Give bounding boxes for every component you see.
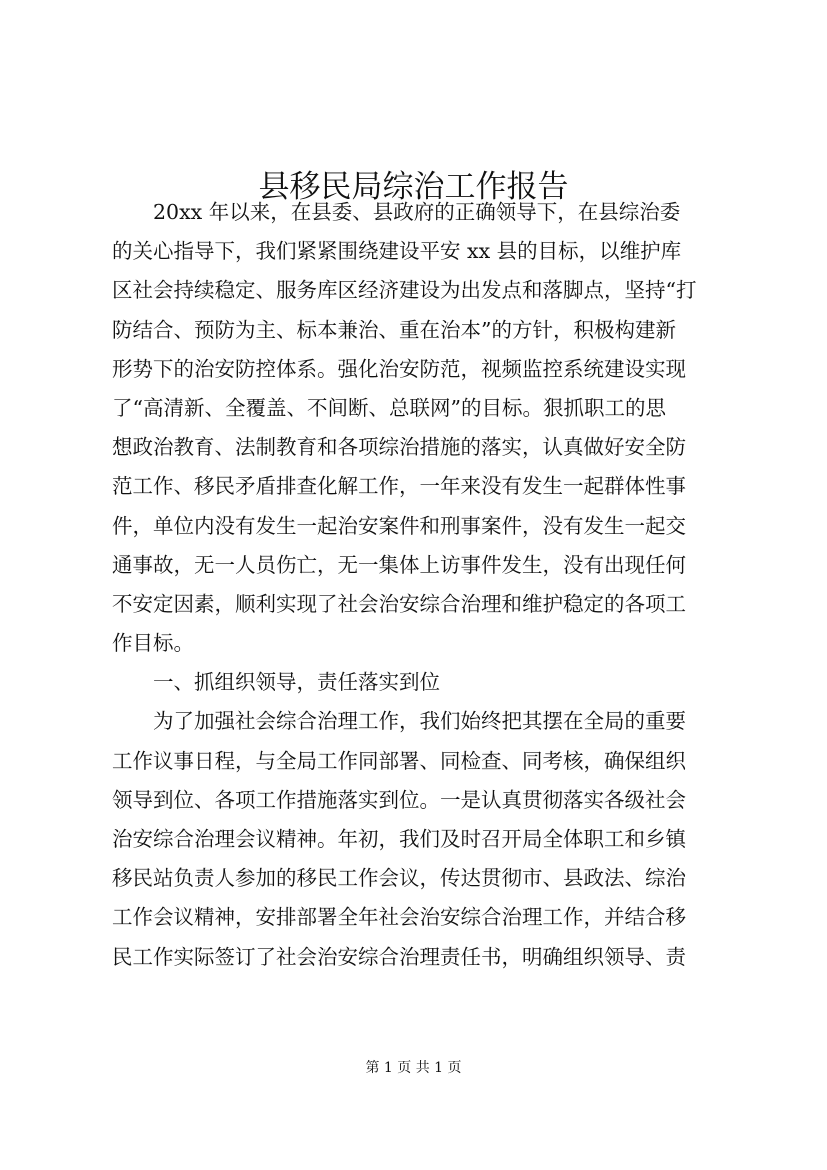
body-line: 民工作实际签订了社会治安综合治理责任书，明确组织领导、责 <box>112 944 686 969</box>
body-line: 工作议事日程，与全局工作同部署、同检查、同考核，确保组织 <box>112 748 686 773</box>
document-title: 县移民局综治工作报告 <box>258 168 569 205</box>
body-line: 领导到位、各项工作措施落实到位。一是认真贯彻落实各级社会 <box>112 787 686 812</box>
body-line: 的关心指导下，我们紧紧围绕建设平安 xx 县的目标，以维护库 <box>112 239 682 264</box>
body-line: 工作会议精神，安排部署全年社会治安综合治理工作，并结合移 <box>112 905 686 930</box>
document-body <box>112 193 716 977</box>
body-line: 20xx 年以来，在县委、县政府的正确领导下，在县综治委 <box>153 200 681 224</box>
section-heading: 一、抓组织领导，责任落实到位 <box>153 670 440 695</box>
body-line: 想政治教育、法制教育和各项综治措施的落实，认真做好安全防 <box>112 435 686 460</box>
body-line: 件，单位内没有发生一起治安案件和刑事案件，没有发生一起交 <box>112 513 686 538</box>
body-line: 了“高清新、全覆盖、不间断、总联网”的目标。狠抓职工的思 <box>112 395 666 420</box>
body-line: 区社会持续稳定、服务库区经济建设为出发点和落脚点，坚持“打 <box>112 278 697 303</box>
page-number: 第 1 页 共 1 页 <box>365 1060 462 1076</box>
body-line: 通事故，无一人员伤亡，无一集体上访事件发生，没有出现任何 <box>112 552 686 577</box>
body-line: 防结合、预防为主、标本兼治、重在治本”的方针，积极构建新 <box>112 317 676 342</box>
body-line: 治安综合治理会议精神。年初，我们及时召开局全体职工和乡镇 <box>112 827 686 851</box>
body-line: 作目标。 <box>112 631 194 656</box>
body-line: 形势下的治安防控体系。强化治安防范，视频监控系统建设实现 <box>112 356 686 381</box>
body-line: 为了加强社会综合治理工作，我们始终把其摆在全局的重要 <box>153 709 686 734</box>
body-line: 不安定因素，顺利实现了社会治安综合治理和维护稳定的各项工 <box>112 591 686 616</box>
body-line: 范工作、移民矛盾排查化解工作，一年来没有发生一起群体性事 <box>112 474 686 499</box>
body-line: 移民站负责人参加的移民工作会议，传达贯彻市、县政法、综治 <box>112 866 686 891</box>
